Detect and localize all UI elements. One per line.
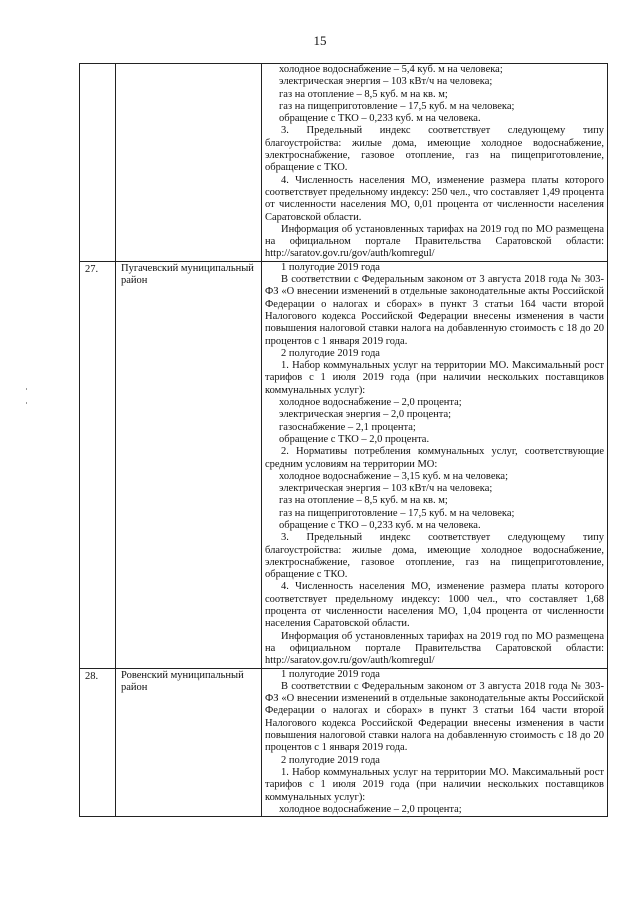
info-paragraph: В соответствии с Федеральным законом от 3 августа 2018 года № 303-ФЗ «О внесении изменений в отдельные законодательные акты Российской Федерации о налогах и сборах» в пункт 3 статьи 164 части второй Налогового кодекса Российской Федерации внесены изменения в части повышения налоговой ставки налога на добавленную стоимость с 18 до 20 процентов с 1 января 2019 года. <box>265 680 604 754</box>
table-row <box>80 64 608 262</box>
indicator-line: обращение с ТКО – 0,233 куб. м на человека. <box>279 113 481 125</box>
row-number <box>80 64 116 262</box>
info-paragraph: 2. Нормативы потребления коммунальных услуг, соответствующие средним условиям на территории МО: <box>265 446 604 470</box>
district-info <box>262 668 608 817</box>
indicator-line: холодное водоснабжение – 2,0 процента; <box>279 397 462 409</box>
district-name: Ровенский муниципальный район <box>116 668 262 817</box>
district-info <box>262 64 608 262</box>
info-paragraph: 2 полугодие 2019 года <box>281 347 380 359</box>
indicator-line: газ на пищеприготовление – 17,5 куб. м на человека; <box>279 507 515 519</box>
info-paragraph: В соответствии с Федеральным законом от 3 августа 2018 года № 303-ФЗ «О внесении изменений в отдельные законодательные акты Российской Федерации о налогах и сборах» в пункт 3 статьи 164 части второй Налогового кодекса Российской Федерации внесены изменения в части повышения налоговой ставки налога на добавленную стоимость с 18 до 20 процентов с 1 января 2019 года. <box>265 274 604 347</box>
indicator-line: электрическая энергия – 103 кВт/ч на человека; <box>279 76 493 88</box>
indicator-line: холодное водоснабжение – 3,15 куб. м на человека; <box>279 470 508 482</box>
indicator-line: электрическая энергия – 103 кВт/ч на человека; <box>279 483 493 495</box>
info-paragraph: 4. Численность населения МО, изменение размера платы которого соответствует предельному индексу: 1000 чел., что составляет 1,68 процента от численности населения МО, 1,04 процента от численности населения Саратовской области. <box>265 581 604 630</box>
row-number: 28. <box>80 668 116 817</box>
indicator-line: газ на пищеприготовление – 17,5 куб. м на человека; <box>279 100 515 112</box>
indicator-line: обращение с ТКО – 2,0 процента. <box>279 433 430 445</box>
indicator-line: газ на отопление – 8,5 куб. м на кв. м; <box>279 495 448 507</box>
info-paragraph: 4. Численность населения МО, изменение размера платы которого соответствует предельному индексу: 250 чел., что составляет 1,49 процента от численности населения МО, 0,01 процента от численности населения Саратовской области. <box>265 174 604 223</box>
indicator-line: газ на отопление – 8,5 куб. м на кв. м; <box>279 88 448 100</box>
info-paragraph: Информация об установленных тарифах на 2019 год по МО размещена на официальном портале Правительства Саратовской области: http://saratov.gov.ru/gov/auth/komregul/ <box>265 223 604 260</box>
scan-mark <box>26 388 27 390</box>
tariff-table <box>79 63 608 817</box>
row-number: 27. <box>80 261 116 668</box>
indicator-line: холодное водоснабжение – 2,0 процента; <box>279 803 462 815</box>
table-row <box>80 261 608 668</box>
info-paragraph: 1 полугодие 2019 года <box>281 261 380 273</box>
indicator-line: газоснабжение – 2,1 процента; <box>279 421 416 433</box>
indicator-line: обращение с ТКО – 0,233 куб. м на человека. <box>279 519 481 531</box>
indicator-line: холодное водоснабжение – 5,4 куб. м на человека; <box>279 64 503 75</box>
scan-mark <box>26 402 27 404</box>
info-paragraph: 1. Набор коммунальных услуг на территории МО. Максимальный рост тарифов с 1 июля 2019 года (при наличии нескольких поставщиков коммунальных услуг): <box>265 360 604 396</box>
info-paragraph: 3. Предельный индекс соответствует следующему типу благоустройства: жилые дома, имеющие холодное водоснабжение, электроснабжение, газовое отопление, газ на пищеприготовление, обращение с ТКО. <box>265 125 604 174</box>
district-name: Пугачевский муниципальный район <box>116 261 262 668</box>
page-number: 15 <box>313 33 327 48</box>
info-paragraph: Информация об установленных тарифах на 2019 год по МО размещена на официальном портале Правительства Саратовской области: http://saratov.gov.ru/gov/auth/komregul/ <box>265 630 604 667</box>
info-paragraph: 1. Набор коммунальных услуг на территории МО. Максимальный рост тарифов с 1 июля 2019 года (при наличии нескольких поставщиков коммунальных услуг): <box>265 766 604 803</box>
indicator-line: электрическая энергия – 2,0 процента; <box>279 409 452 421</box>
info-paragraph: 2 полугодие 2019 года <box>281 754 380 766</box>
district-info <box>262 261 608 668</box>
info-paragraph: 3. Предельный индекс соответствует следующему типу благоустройства: жилые дома, имеющие холодное водоснабжение, электроснабжение, газовое отопление, газ на пищеприготовление, обращение с ТКО. <box>265 532 604 581</box>
table-row <box>80 668 608 817</box>
district-name <box>116 64 262 262</box>
info-paragraph: 1 полугодие 2019 года <box>281 668 380 680</box>
